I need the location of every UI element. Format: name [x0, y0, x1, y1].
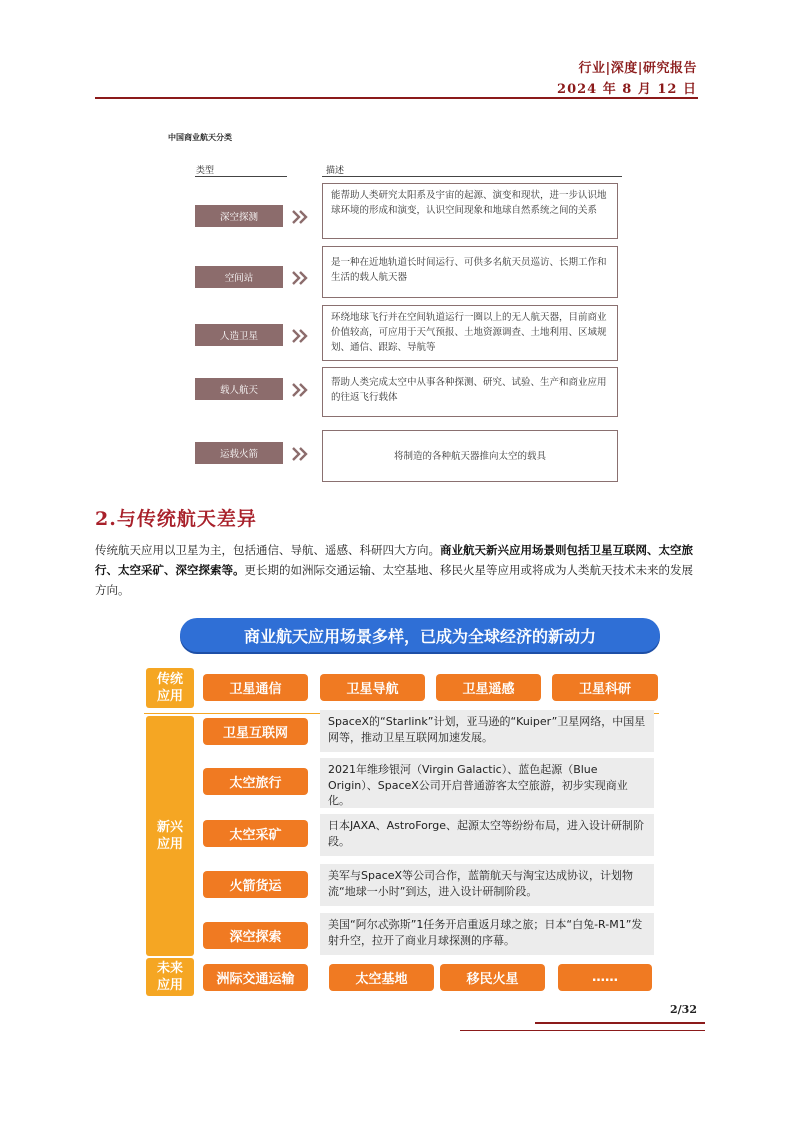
chevron-right-icon: [290, 326, 310, 346]
report-category: 行业|深度|研究报告: [578, 61, 697, 76]
desc-launch-vehicle: 将制造的各种航天器推向太空的载具: [322, 430, 618, 482]
chevron-right-icon: [290, 207, 310, 227]
new-item-space-travel: 太空旅行: [203, 768, 308, 795]
chevron-right-icon: [290, 268, 310, 288]
traditional-item-remote-sensing: 卫星遥感: [436, 674, 541, 701]
new-item-desc-satellite-internet: SpaceX的“Starlink”计划，亚马逊的“Kuiper”卫星网络，中国星网等，推动卫星互联网加速发展。: [320, 710, 654, 752]
type-satellite: 人造卫星: [195, 324, 283, 346]
type-crewed-spaceflight: 载人航天: [195, 378, 283, 400]
future-item-space-base: 太空基地: [329, 964, 434, 991]
report-date: 2024 年 8 月 12 日: [557, 82, 697, 97]
future-label-text: 未来 应用: [156, 961, 183, 993]
future-label: [146, 958, 194, 996]
figure1-title: 中国商业航天分类: [168, 133, 232, 142]
desc-space-station: 是一种在近地轨道长时间运行、可供多名航天员巡访、长期工作和生活的载人航天器: [322, 246, 618, 298]
future-item-intercontinental: 洲际交通运输: [203, 964, 308, 991]
desc-satellite: 环绕地球飞行并在空间轨道运行一圈以上的无人航天器，目前商业价值较高，可应用于天气预报、土地资源调查、土地利用、区域规划、通信、跟踪、导航等: [322, 305, 618, 361]
footer-rule-bottom: [460, 1030, 705, 1031]
new-item-space-mining: 太空采矿: [203, 820, 308, 847]
future-item-mars: 移民火星: [440, 964, 545, 991]
header-divider: [95, 97, 698, 99]
figure1-col-type: 类型: [196, 166, 215, 176]
new-item-desc-rocket-cargo: 美军与SpaceX等公司合作，蓝箭航天与淘宝达成协议，计划物流“地球一小时”到达，进入设计研制阶段。: [320, 864, 654, 906]
type-space-station: 空间站: [195, 266, 283, 288]
paragraph-highlight: 商业航天新兴应用场景则包括卫星互联网、太空旅行、太空采矿、深空探索等。: [95, 543, 693, 577]
chevron-right-icon: [290, 444, 310, 464]
traditional-label-text: 传统 应用: [156, 672, 183, 704]
chevron-right-icon: [290, 380, 310, 400]
traditional-label: [146, 668, 194, 708]
future-item-more: ……: [558, 964, 652, 991]
type-deep-space: 深空探测: [195, 205, 283, 227]
paragraph-intro: 传统航天应用以卫星为主，包括通信、导航、遥感、科研四大方向。: [95, 543, 440, 557]
new-item-desc-space-travel: 2021年维珍银河（Virgin Galactic）、蓝色起源（Blue Origin）、SpaceX公司开启普通游客太空旅游，初步实现商业化。: [320, 758, 654, 808]
type-launch-vehicle: 运载火箭: [195, 442, 283, 464]
traditional-item-communication: 卫星通信: [203, 674, 308, 701]
figure2-banner: 商业航天应用场景多样，已成为全球经济的新动力: [180, 618, 660, 652]
traditional-item-navigation: 卫星导航: [320, 674, 425, 701]
new-label-text: 新兴 应用: [156, 820, 183, 852]
traditional-item-research: 卫星科研: [552, 674, 658, 701]
new-label: [146, 716, 194, 956]
section-heading: 2.与传统航天差异: [95, 508, 257, 530]
new-item-deep-space: 深空探索: [203, 922, 308, 949]
paragraph-outlook: 更长期的如洲际交通运输、太空基地、移民火星等应用或将成为人类航天技术未来的发展方向。: [95, 563, 693, 597]
new-item-desc-space-mining: 日本JAXA、AstroForge、起源太空等纷纷布局，进入设计研制阶段。: [320, 814, 654, 856]
desc-deep-space: 能帮助人类研究太阳系及宇宙的起源、演变和现状，进一步认识地球环境的形成和演变，认识空间现象和地球自然系统之间的关系: [322, 183, 618, 239]
figure1-col-desc: 描述: [326, 166, 345, 176]
figure1-col-desc-rule: [322, 176, 622, 177]
new-item-rocket-cargo: 火箭货运: [203, 871, 308, 898]
desc-crewed-spaceflight: 帮助人类完成太空中从事各种探测、研究、试验、生产和商业应用的往返飞行载体: [322, 367, 618, 417]
footer-rule-top: [535, 1022, 705, 1024]
figure1-col-type-rule: [195, 176, 287, 177]
page-number: 2/32: [670, 1003, 697, 1016]
body-paragraph: [95, 540, 700, 600]
new-item-satellite-internet: 卫星互联网: [203, 718, 308, 745]
new-item-desc-deep-space: 美国“阿尔忒弥斯”1任务开启重返月球之旅；日本“白兔-R-M1”发射升空，拉开了商业月球探测的序幕。: [320, 913, 654, 955]
